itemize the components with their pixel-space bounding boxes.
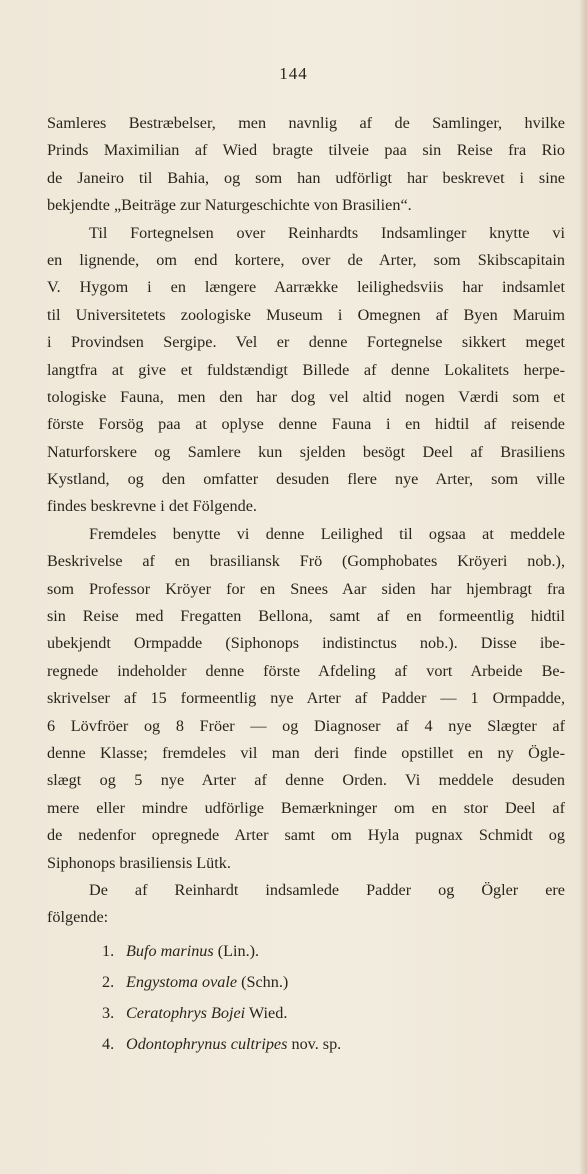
paragraph-lines [47, 110, 565, 932]
list-item [47, 1029, 565, 1060]
text-line: Fremdeles benytte vi denne Leilighed til ogsaa at meddele [89, 524, 565, 543]
species-author: (Lin.). [217, 941, 260, 960]
species-list [47, 936, 565, 1060]
species-name: Engystoma ovale [126, 972, 238, 991]
species-author: (Schn.) [241, 972, 289, 991]
list-item-number: 4. [102, 1034, 115, 1053]
page-edge-shadow [579, 0, 587, 1174]
text-line: til Universitetets zoologiske Museum i Omegnen af Byen Maruim [47, 305, 565, 324]
list-item-number: 1. [102, 941, 115, 960]
text-line: tologiske Fauna, men den har dog vel altid nogen Værdi som et [47, 387, 565, 406]
list-item [47, 998, 565, 1029]
text-line: Beskrivelse af en brasiliansk Frö (Gomphobates Kröyeri nob.), [47, 552, 565, 571]
list-item [47, 936, 565, 967]
text-line: sin Reise med Fregatten Bellona, samt af en formeentlig hidtil [47, 607, 565, 626]
text-line: langtfra at give et fuldstændigt Billede af denne Lokalitets herpe- [47, 360, 565, 379]
text-line: Prinds Maximilian af Wied bragte tilveie paa sin Reise fra Rio [47, 141, 565, 160]
text-line: fölgende: [47, 908, 109, 927]
text-line: som Professor Kröyer for en Snees Aar siden har hjembragt fra [47, 579, 565, 598]
body-text [47, 110, 565, 1060]
text-line: de Janeiro til Bahia, og som han udförligt har beskrevet i sine [47, 168, 565, 187]
text-line: Naturforskere og Samlere kun sjelden besögt Deel af Brasiliens [47, 442, 565, 461]
species-author: nov. sp. [291, 1034, 342, 1053]
text-line: V. Hygom i en længere Aarrække leilighedsviis har indsamlet [47, 278, 565, 297]
text-line: ubekjendt Ormpadde (Siphonops indistinctus nob.). Disse ibe- [47, 634, 565, 653]
text-line: regnede indeholder denne förste Afdeling af vort Arbeide Be- [47, 661, 565, 680]
page-number: 144 [279, 64, 308, 83]
text-line: bekjendte „Beiträge zur Naturgeschichte von Brasilien“. [47, 196, 412, 215]
text-line: i Provindsen Sergipe. Vel er denne Fortegnelse sikkert meget [47, 333, 565, 352]
text-line: slægt og 5 nye Arter af denne Orden. Vi meddele desuden [47, 771, 565, 790]
text-line: Til Fortegnelsen over Reinhardts Indsamlinger knytte vi [89, 223, 565, 242]
species-name: Bufo marinus [126, 941, 214, 960]
text-line: 6 Lövfröer og 8 Fröer — og Diagnoser af 4 nye Slægter af [47, 716, 565, 735]
text-line: denne Klasse; fremdeles vil man deri finde opstillet en ny Ögle- [47, 743, 565, 762]
list-item-number: 2. [102, 972, 115, 991]
species-name: Odontophrynus cultripes [126, 1034, 288, 1053]
species-name: Ceratophrys Bojei [126, 1003, 246, 1022]
text-line: förste Forsög paa at oplyse denne Fauna i en hidtil af reisende [47, 415, 565, 434]
text-line: en lignende, om end kortere, over de Arter, som Skibscapitain [47, 250, 565, 269]
species-author: Wied. [248, 1003, 288, 1022]
text-line: mere eller mindre udförlige Bemærkninger om en stor Deel af [47, 798, 565, 817]
text-line: De af Reinhardt indsamlede Padder og Ögler ere [89, 880, 565, 899]
text-line: skrivelser af 15 formeentlig nye Arter af Padder — 1 Ormpadde, [47, 689, 565, 708]
list-item-number: 3. [102, 1003, 115, 1022]
text-line: Kystland, og den omfatter desuden flere nye Arter, som ville [47, 470, 565, 489]
text-line: de nedenfor opregnede Arter samt om Hyla pugnax Schmidt og [47, 826, 565, 845]
text-line: Samleres Bestræbelser, men navnlig af de Samlinger, hvilke [47, 114, 565, 132]
text-line: findes beskrevne i det Fölgende. [47, 497, 257, 516]
list-item [47, 967, 565, 998]
text-line: Siphonops brasiliensis Lütk. [47, 853, 231, 872]
